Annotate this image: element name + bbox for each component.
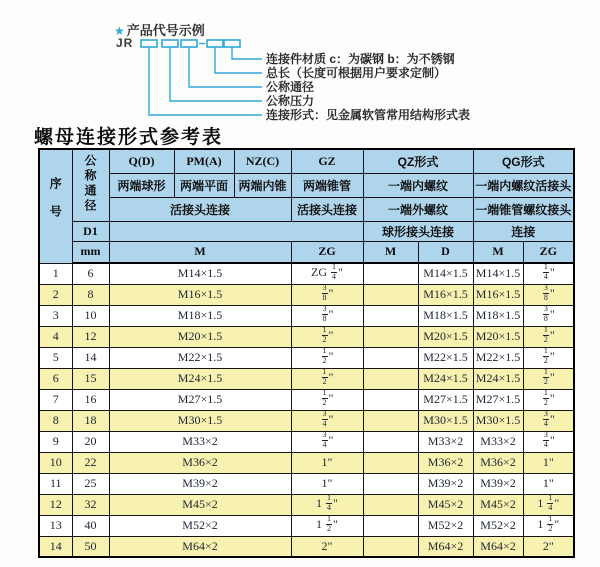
header-row-3 bbox=[39, 197, 574, 221]
table-row bbox=[39, 515, 574, 536]
header-d1: D1 bbox=[72, 221, 109, 241]
header-qg-m: M bbox=[473, 241, 523, 263]
cell-dn-mm: 10 bbox=[72, 305, 109, 326]
header-union-connection-gz: 活接头连接 bbox=[291, 197, 363, 221]
cell-dn-mm: 40 bbox=[72, 515, 109, 536]
cell-qz-m bbox=[363, 431, 418, 452]
cell-qg-zg: 1 $\frac{1}{2}$ " bbox=[523, 515, 574, 536]
cell-qg-m: M18×1.5 bbox=[473, 305, 523, 326]
cell-dn-mm: 12 bbox=[72, 326, 109, 347]
cell-qz-d: M52×2 bbox=[418, 515, 473, 536]
cell-qz-d: M20×1.5 bbox=[418, 326, 473, 347]
table-row bbox=[39, 263, 574, 284]
header-zg-thread: ZG bbox=[291, 241, 363, 263]
header-external-thread: 一端外螺纹 bbox=[363, 197, 473, 221]
cell-zg-thread: 1 $\frac{1}{4}$ " bbox=[291, 494, 363, 515]
cell-zg-thread: $\frac{3}{8}$ " bbox=[291, 284, 363, 305]
code-box-5 bbox=[224, 40, 240, 47]
fraction: $\frac{1}{4}$ bbox=[543, 263, 548, 282]
cell-dn-mm: 18 bbox=[72, 410, 109, 431]
cell-dn-mm: 14 bbox=[72, 347, 109, 368]
cell-qz-d: M45×2 bbox=[418, 494, 473, 515]
cell-dn-mm: 20 bbox=[72, 431, 109, 452]
cell-qg-zg: 1" bbox=[523, 452, 574, 473]
code-box-2 bbox=[162, 40, 178, 47]
connector-line-material bbox=[232, 47, 262, 59]
cell-zg-thread: 1" bbox=[291, 452, 363, 473]
cell-qg-m: M39×2 bbox=[473, 473, 523, 494]
cell-serial: 9 bbox=[39, 431, 72, 452]
cell-qg-zg: $\frac{1}{2}$ " bbox=[523, 368, 574, 389]
cell-qg-m: M22×1.5 bbox=[473, 347, 523, 368]
cell-m-thread: M18×1.5 bbox=[109, 305, 291, 326]
header-row-5 bbox=[39, 241, 574, 263]
cell-qg-m: M52×2 bbox=[473, 515, 523, 536]
cell-qg-zg: 2" bbox=[523, 536, 574, 557]
cell-serial: 7 bbox=[39, 389, 72, 410]
cell-m-thread: M39×2 bbox=[109, 473, 291, 494]
label-total-length: 总长（长度可根据用户要求定制） bbox=[266, 66, 447, 80]
cell-dn-mm: 22 bbox=[72, 452, 109, 473]
header-group-qd: Q(D) bbox=[109, 149, 174, 173]
cell-qz-m bbox=[363, 347, 418, 368]
header-end-type-nzc: 两端内锥 bbox=[234, 173, 291, 197]
cell-qz-m bbox=[363, 494, 418, 515]
cell-serial: 8 bbox=[39, 410, 72, 431]
header-ball-joint-connection: 球形接头连接 bbox=[363, 221, 473, 241]
cell-qg-zg: $\frac{3}{8}$ " bbox=[523, 284, 574, 305]
header-connection: 连接 bbox=[473, 221, 574, 241]
header-end-type-gz: 两端锥管 bbox=[291, 173, 363, 197]
table-row bbox=[39, 452, 574, 473]
fraction: $\frac{1}{4}$ bbox=[548, 494, 553, 512]
cell-qg-zg: 1 $\frac{1}{4}$ " bbox=[523, 494, 574, 515]
cell-qg-m: M64×2 bbox=[473, 536, 523, 557]
header-row-1 bbox=[39, 149, 574, 173]
cell-m-thread: M20×1.5 bbox=[109, 326, 291, 347]
cell-zg-thread: $\frac{1}{2}$ " bbox=[291, 326, 363, 347]
fraction: $\frac{1}{2}$ bbox=[322, 326, 327, 344]
cell-dn-mm: 16 bbox=[72, 389, 109, 410]
header-end-type-qg: 一端内螺纹活接头 bbox=[473, 173, 574, 197]
cell-qg-m: M30×1.5 bbox=[473, 410, 523, 431]
fraction: $\frac{3}{4}$ bbox=[543, 431, 548, 449]
label-nominal-diameter: 公称通径 bbox=[266, 80, 315, 94]
cell-qg-zg: $\frac{3}{8}$ " bbox=[523, 305, 574, 326]
table-row bbox=[39, 347, 574, 368]
cell-serial: 14 bbox=[39, 536, 72, 557]
cell-qz-m bbox=[363, 368, 418, 389]
cell-serial: 4 bbox=[39, 326, 72, 347]
fraction: $\frac{1}{2}$ bbox=[543, 347, 548, 365]
header-end-type-qd: 两端球形 bbox=[109, 173, 174, 197]
cell-zg-thread: 2" bbox=[291, 536, 363, 557]
code-box-3 bbox=[181, 40, 197, 47]
header-group-qg: QG形式 bbox=[473, 149, 574, 173]
cell-qz-d: M16×1.5 bbox=[418, 284, 473, 305]
code-box-1 bbox=[141, 40, 157, 47]
header-group-pma: PM(A) bbox=[174, 149, 234, 173]
header-diameter: 公称通径 bbox=[72, 149, 109, 221]
cell-qz-d: M22×1.5 bbox=[418, 347, 473, 368]
cell-serial: 5 bbox=[39, 347, 72, 368]
table-body bbox=[39, 263, 574, 557]
cell-serial: 13 bbox=[39, 515, 72, 536]
cell-dn-mm: 32 bbox=[72, 494, 109, 515]
connector-line-form bbox=[149, 47, 262, 115]
cell-qz-m bbox=[363, 326, 418, 347]
header-mm: mm bbox=[72, 241, 109, 263]
cell-zg-thread: $\frac{3}{4}$ " bbox=[291, 431, 363, 452]
header-qg-zg: ZG bbox=[523, 241, 574, 263]
code-prefix: JR bbox=[116, 36, 134, 50]
cell-qg-m: M24×1.5 bbox=[473, 368, 523, 389]
cell-qg-m: M45×2 bbox=[473, 494, 523, 515]
cell-dn-mm: 6 bbox=[72, 263, 109, 284]
cell-qz-m bbox=[363, 515, 418, 536]
cell-qz-d: M39×2 bbox=[418, 473, 473, 494]
cell-qg-zg: 1" bbox=[523, 473, 574, 494]
diagram-title-text: 产品代号示例 bbox=[126, 23, 205, 38]
fraction: $\frac{3}{8}$ bbox=[543, 305, 548, 323]
cell-qg-m: M16×1.5 bbox=[473, 284, 523, 305]
cell-qg-zg: $\frac{3}{4}$ " bbox=[523, 431, 574, 452]
table-row bbox=[39, 431, 574, 452]
cell-zg-thread: $\frac{1}{2}$ " bbox=[291, 368, 363, 389]
cell-m-thread: M36×2 bbox=[109, 452, 291, 473]
cell-qg-zg: $\frac{1}{2}$ " bbox=[523, 347, 574, 368]
table-row bbox=[39, 494, 574, 515]
cell-zg-thread: $\frac{3}{8}$ " bbox=[291, 305, 363, 326]
table-row bbox=[39, 326, 574, 347]
cell-m-thread: M64×2 bbox=[109, 536, 291, 557]
cell-m-thread: M22×1.5 bbox=[109, 347, 291, 368]
cell-serial: 10 bbox=[39, 452, 72, 473]
header-group-gz: GZ bbox=[291, 149, 363, 173]
cell-dn-mm: 50 bbox=[72, 536, 109, 557]
cell-zg-thread: 1" bbox=[291, 473, 363, 494]
cell-m-thread: M27×1.5 bbox=[109, 389, 291, 410]
cell-m-thread: M14×1.5 bbox=[109, 263, 291, 284]
fraction: $\frac{1}{2}$ bbox=[543, 389, 548, 407]
table-row bbox=[39, 389, 574, 410]
table-row bbox=[39, 410, 574, 431]
fraction: $\frac{1}{2}$ bbox=[322, 347, 327, 365]
cell-m-thread: M24×1.5 bbox=[109, 368, 291, 389]
cell-m-thread: M45×2 bbox=[109, 494, 291, 515]
connector-line-diameter bbox=[189, 47, 262, 87]
label-material: 连接件材质 c：为碳钢 b：为不锈钢 bbox=[266, 52, 455, 66]
header-group-qz: QZ形式 bbox=[363, 149, 473, 173]
star-icon: ★ bbox=[114, 24, 125, 38]
cell-qg-m: M33×2 bbox=[473, 431, 523, 452]
fraction: $\frac{3}{8}$ bbox=[543, 284, 548, 302]
cell-serial: 1 bbox=[39, 263, 72, 284]
cell-serial: 11 bbox=[39, 473, 72, 494]
cell-qg-zg: $\frac{1}{4}$ " bbox=[523, 263, 574, 284]
cell-qz-m bbox=[363, 389, 418, 410]
cell-qz-d: M14×1.5 bbox=[418, 263, 473, 284]
cell-qz-d: M64×2 bbox=[418, 536, 473, 557]
fraction: $\frac{1}{2}$ bbox=[322, 368, 327, 386]
fraction: $\frac{3}{4}$ bbox=[322, 410, 327, 428]
cell-dn-mm: 15 bbox=[72, 368, 109, 389]
header-qz-d: D bbox=[418, 241, 473, 263]
cell-qz-d: M36×2 bbox=[418, 452, 473, 473]
header-row-4 bbox=[39, 221, 574, 241]
header-serial: 序号 bbox=[39, 149, 72, 263]
cell-serial: 3 bbox=[39, 305, 72, 326]
cell-qg-zg: $\frac{1}{2}$ " bbox=[523, 326, 574, 347]
cell-qz-d: M30×1.5 bbox=[418, 410, 473, 431]
fraction: $\frac{3}{8}$ bbox=[322, 284, 327, 302]
cell-m-thread: M16×1.5 bbox=[109, 284, 291, 305]
table-row bbox=[39, 305, 574, 326]
fraction: $\frac{1}{2}$ bbox=[548, 515, 553, 533]
cell-zg-thread: $\frac{1}{2}$ " bbox=[291, 347, 363, 368]
cell-qz-m bbox=[363, 536, 418, 557]
header-end-type-pma: 两端平面 bbox=[174, 173, 234, 197]
cell-qz-d: M18×1.5 bbox=[418, 305, 473, 326]
cell-qz-m bbox=[363, 263, 418, 284]
table-row bbox=[39, 536, 574, 557]
cell-m-thread: M33×2 bbox=[109, 431, 291, 452]
header-end-type-qz: 一端内螺纹 bbox=[363, 173, 473, 197]
cell-m-thread: M52×2 bbox=[109, 515, 291, 536]
cell-serial: 2 bbox=[39, 284, 72, 305]
cell-qz-m bbox=[363, 410, 418, 431]
cell-qg-zg: $\frac{1}{2}$ " bbox=[523, 389, 574, 410]
cell-dn-mm: 25 bbox=[72, 473, 109, 494]
cell-qz-d: M33×2 bbox=[418, 431, 473, 452]
label-connection-form: 连接形式：见金属软管常用结构形式表 bbox=[266, 108, 471, 122]
table-title: 螺母连接形式参考表 bbox=[34, 126, 224, 148]
cell-zg-thread: $\frac{3}{4}$ " bbox=[291, 410, 363, 431]
cell-qz-d: M24×1.5 bbox=[418, 368, 473, 389]
header-taper-thread-joint: 一端锥管螺纹接头 bbox=[473, 197, 574, 221]
cell-qz-m bbox=[363, 305, 418, 326]
cell-qg-m: M27×1.5 bbox=[473, 389, 523, 410]
header-m-thread: M bbox=[109, 241, 291, 263]
fraction: $\frac{3}{8}$ bbox=[322, 305, 327, 323]
header-group-nzc: NZ(C) bbox=[234, 149, 291, 173]
cell-qg-m: M14×1.5 bbox=[473, 263, 523, 284]
code-box-4 bbox=[207, 40, 223, 47]
cell-qz-m bbox=[363, 473, 418, 494]
cell-qg-zg: $\frac{3}{4}$ " bbox=[523, 410, 574, 431]
cell-serial: 6 bbox=[39, 368, 72, 389]
header-empty-cell bbox=[109, 221, 363, 241]
header-union-connection: 活接头连接 bbox=[109, 197, 291, 221]
fraction: $\frac{3}{4}$ bbox=[322, 431, 327, 449]
cell-serial: 12 bbox=[39, 494, 72, 515]
connector-line-length bbox=[215, 47, 262, 73]
header-row-2 bbox=[39, 173, 574, 197]
cell-qz-d: M27×1.5 bbox=[418, 389, 473, 410]
fraction: $\frac{1}{4}$ bbox=[327, 494, 332, 512]
fraction: $\frac{1}{2}$ bbox=[543, 368, 548, 386]
cell-dn-mm: 8 bbox=[72, 284, 109, 305]
fraction: $\frac{1}{4}$ bbox=[332, 263, 337, 282]
nut-connection-table bbox=[38, 148, 575, 558]
connector-line-pressure bbox=[170, 47, 262, 101]
cell-qz-m bbox=[363, 452, 418, 473]
cell-qg-m: M20×1.5 bbox=[473, 326, 523, 347]
fraction: $\frac{1}{2}$ bbox=[322, 389, 327, 407]
table-row bbox=[39, 368, 574, 389]
cell-qz-m bbox=[363, 284, 418, 305]
cell-zg-thread: $\frac{1}{2}$ " bbox=[291, 389, 363, 410]
fraction: $\frac{1}{2}$ bbox=[327, 515, 332, 533]
cell-qg-m: M36×2 bbox=[473, 452, 523, 473]
fraction: $\frac{1}{2}$ bbox=[543, 326, 548, 344]
cell-zg-thread: 1 $\frac{1}{2}$ " bbox=[291, 515, 363, 536]
table-row bbox=[39, 284, 574, 305]
cell-m-thread: M30×1.5 bbox=[109, 410, 291, 431]
table-row bbox=[39, 473, 574, 494]
label-nominal-pressure: 公称压力 bbox=[266, 94, 315, 108]
header-qz-m: M bbox=[363, 241, 418, 263]
fraction: $\frac{3}{4}$ bbox=[543, 410, 548, 428]
cell-zg-thread: ZG $\frac{1}{4}$ " bbox=[291, 263, 363, 284]
